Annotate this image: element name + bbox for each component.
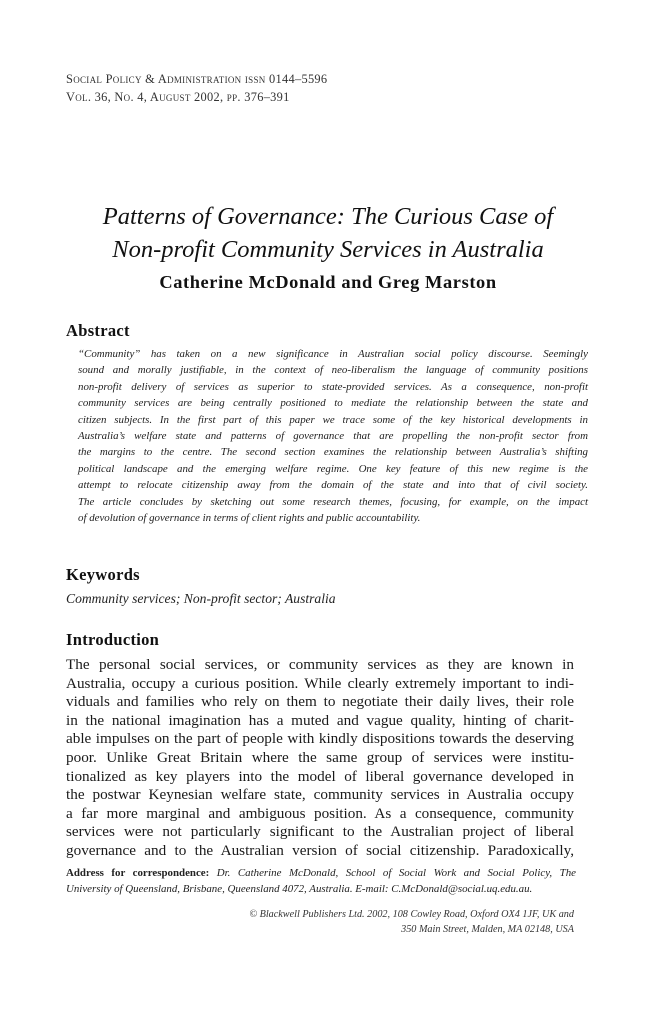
copyright-line-1: © Blackwell Publishers Ltd. 2002, 108 Cowley Road, Oxford OX4 1JF, UK and	[249, 909, 574, 920]
abstract-line: the margins to the centre. The second section examines the relationship between Australia’s shifting	[78, 446, 588, 459]
abstract-line: “Community” has taken on a new significance in Australian social policy discourse. Seemingly	[78, 348, 588, 360]
intro-line: in the national imagination has a muted and vague quality, hinting of charit-	[66, 711, 574, 729]
intro-line: tionalized as key players into the model of liberal governance developed in	[66, 767, 574, 785]
journal-header	[66, 70, 327, 106]
introduction-body	[66, 656, 574, 861]
intro-line: Australia, occupy a curious position. While clearly extremely important to indi-	[66, 674, 574, 692]
correspondence	[66, 865, 576, 897]
abstract-line: Australia’s welfare state and patterns of governance that are propelling the non-profit sector from	[78, 430, 588, 443]
abstract-body	[78, 346, 588, 526]
journal-line-1: Social Policy & Administration issn 0144–5596	[66, 72, 328, 86]
intro-line: viduals and families who rely on them to negotiate their daily lives, their role	[66, 693, 574, 711]
abstract-line: political landscape and the emerging welfare regime. One key feature of this new regime is the	[78, 462, 588, 475]
correspondence-label: Address for correspondence:	[66, 867, 210, 879]
intro-line: a far more marginal and ambiguous position. As a consequence, community	[66, 804, 574, 822]
copyright-line-2: 350 Main Street, Malden, MA 02148, USA	[401, 923, 574, 935]
correspondence-text-1: Dr. Catherine McDonald, School of Social Work and Social Policy, The	[216, 867, 576, 879]
introduction-heading: Introduction	[66, 630, 160, 649]
intro-line: services were not particularly significant to the Australian project of liberal	[66, 823, 574, 841]
authors: Catherine McDonald and Greg Marston	[159, 272, 497, 292]
abstract-line: of devolution of governance in terms of client rights and public accountability.	[78, 512, 421, 525]
intro-line: The personal social services, or community services as they are known in	[66, 656, 574, 673]
title-line-1: Patterns of Governance: The Curious Case of	[102, 203, 554, 230]
correspondence-line-1	[66, 865, 576, 881]
keywords-text: Community services; Non-profit sector; Australia	[66, 591, 336, 606]
intro-line: able impulses on the part of people with kindly dispositions towards the deserving	[66, 730, 574, 748]
intro-line: governance and to the Australian version of social citizenship. Paradoxically,	[66, 841, 574, 859]
journal-line-2: Vol. 36, No. 4, August 2002, pp. 376–391	[66, 90, 290, 104]
correspondence-line-2: University of Queensland, Brisbane, Queensland 4072, Australia. E-mail: C.McDonald@social.uq.edu.au.	[66, 883, 533, 895]
abstract-line: citizen subjects. In the first part of this paper we trace some of the key historical developments in	[78, 413, 588, 426]
title-line-2: Non-profit Community Services in Australia	[112, 236, 544, 263]
abstract-heading: Abstract	[66, 321, 130, 340]
copyright	[249, 908, 574, 937]
intro-line: the postwar Keynesian welfare state, community services in Australia occupy	[66, 786, 574, 804]
abstract-line: community services are being centrally positioned to mediate the relationship between the state and	[78, 397, 588, 410]
intro-line: poor. Unlike Great Britain where the same group of services were institu-	[66, 748, 574, 766]
keywords-heading: Keywords	[66, 565, 140, 584]
article-title	[0, 200, 656, 266]
abstract-line: attempt to relocate citizenship away from the domain of the state and into that of civil society.	[78, 479, 588, 492]
abstract-line: sound and morally justifiable, in the context of neo-liberalism the language of community positions	[78, 364, 588, 377]
abstract-line: non-profit delivery of services as superior to state-provided services. As a consequence, non-profit	[78, 380, 588, 393]
abstract-line: The article concludes by sketching out some research themes, focusing, for example, on the impact	[78, 495, 588, 508]
